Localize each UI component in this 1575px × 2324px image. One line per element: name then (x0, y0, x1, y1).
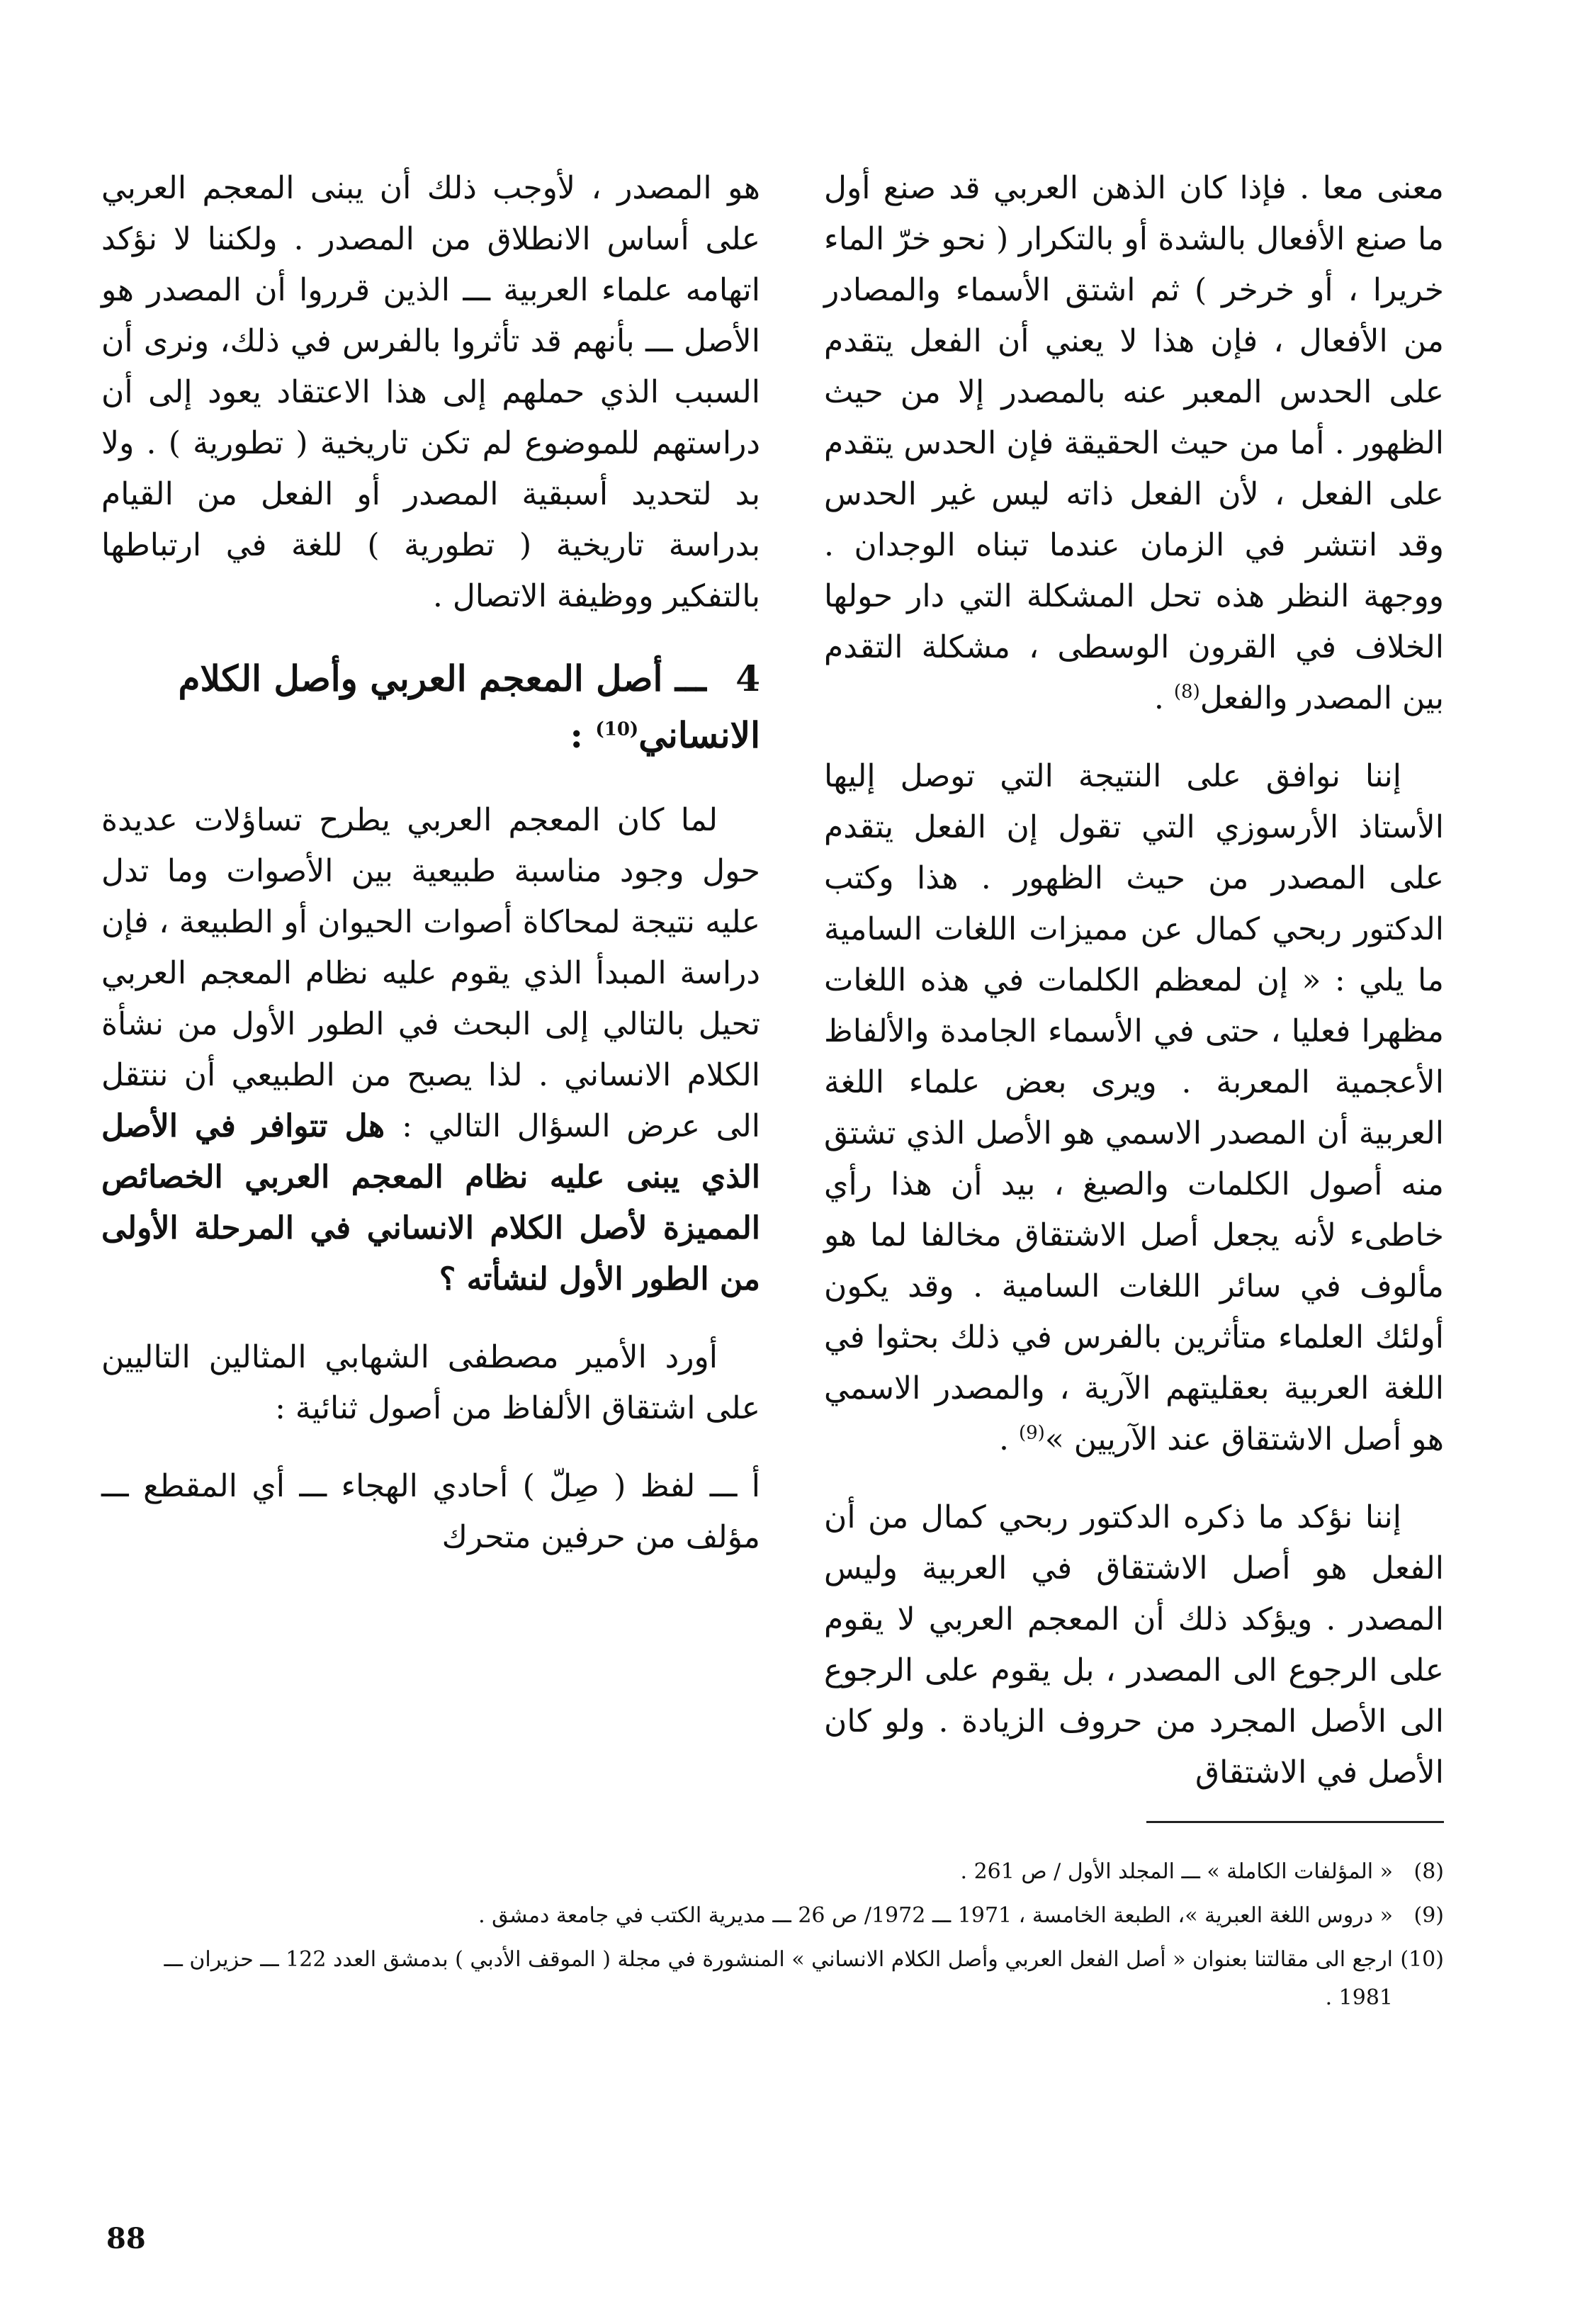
footnote-number: (9) (1413, 1903, 1444, 1928)
section-title: أصل المعجم العربي وأصل الكلام الانساني (178, 658, 760, 756)
footnote-ref[interactable]: (9) (1018, 1422, 1045, 1444)
page-number: 88 (106, 2222, 146, 2255)
footnote (119, 1853, 1444, 1891)
footnote (119, 1941, 1444, 2017)
right-column (824, 163, 1444, 1825)
paragraph (101, 795, 760, 1305)
paragraph-tail: . (1153, 680, 1174, 716)
paragraph (824, 163, 1444, 724)
paragraph-text: إننا نوافق على النتيجة التي توصل إليها الأستاذ الأرسوزي التي تقول إن الفعل يتقدم على المصدر من حيث الظهور . هذا وكتب الدكتور ربحي كمال عن مميزات اللغات السامية ما يلي : « إن لمعظم الكلمات في هذه اللغات مظهرا فعليا ، حتى في الأسماء الجامدة والألفاظ الأعجمية المعربة . ويرى بعض علماء اللغة العربية أن المصدر الاسمي هو الأصل الذي تشتق منه أصول الكلمات والصيغ ، بيد أن هذا رأي خاطىء لأنه يجعل أصل الاشتقاق مخالفا لما هو مألوف في سائر اللغات السامية . وقد يكون أولئك العلماء متأثرين بالفرس في ذلك بحثوا في اللغة العربية بعقليتهم الآرية ، والمصدر الاسمي هو أصل الاشتقاق عند الآريين » (824, 758, 1444, 1457)
section-title-tail: : (570, 714, 596, 756)
paragraph-text: لما كان المعجم العربي يطرح تساؤلات عديدة حول وجود مناسبة طبيعية بين الأصوات وما تدل عليه نتيجة لمحاكاة أصوات الحيوان أو الطبيعة ، فإن دراسة المبدأ الذي يقوم عليه نظام المعجم العربي تحيل بالتالي إلى البحث في الطور الأول من نشأة الكلام الانساني . لذا يصبح من الطبيعي أن ننتقل الى عرض السؤال التالي : (101, 802, 760, 1144)
paragraph-tail: . (998, 1421, 1019, 1457)
paragraph: أ ـــ لفظ ( صِلّ ) أحادي الهجاء ـــ أي المقطع ـــ مؤلف من حرفين متحرك (101, 1468, 760, 1555)
footnote-text: « دروس اللغة العبرية »، الطبعة الخامسة ، 1971 ـــ 1972/ ص 26 ـــ مديرية الكتب في جامعة دمشق . (478, 1903, 1393, 1928)
paragraph (824, 1492, 1444, 1798)
bold-question: هل تتوافر في الأصل الذي يبنى عليه نظام المعجم العربي الخصائص المميزة لأصل الكلام الانساني في المرحلة الأولى من الطور الأول لنشأته ؟ (101, 1108, 760, 1297)
footnote-ref[interactable]: (8) (1173, 681, 1200, 703)
paragraph: هو المصدر ، لأوجب ذلك أن يبنى المعجم العربي على أساس الانطلاق من المصدر . ولكننا لا نؤكد اتهامه علماء العربية ـــ الذين قرروا أن المصدر هو الأصل ـــ بأنهم قد تأثروا بالفرس في ذلك، ونرى أن السبب الذي حملهم إلى هذا الاعتقاد يعود إلى أن دراستهم للموضوع لم تكن تاريخية ( تطورية ) . ولا بد لتحديد أسبقية المصدر أو الفعل من القيام بدراسة تاريخية ( تطورية ) للغة في ارتباطها بالتفكير ووظيفة الاتصال . (101, 170, 760, 614)
paragraph-text: معنى معا . فإذا كان الذهن العربي قد صنع أول ما صنع الأفعال بالشدة أو بالتكرار ( نحو خرّ الماء خريرا ، أو خرخر ) ثم اشتق الأسماء والمصادر من الأفعال ، فإن هذا لا يعني أن الفعل يتقدم على الحدس المعبر عنه بالمصدر إلا من حيث الظهور . أما من حيث الحقيقة فإن الحدس يتقدم على الفعل ، لأن الفعل ذاته ليس غير الحدس وقد انتشر في الزمان عندما تبناه الوجدان . ووجهة النظر هذه تحل المشكلة التي دار حولها الخلاف في القرون الوسطى ، مشكلة التقدم بين المصدر والفعل (824, 170, 1444, 716)
footnote (119, 1897, 1444, 1935)
paragraph (824, 751, 1444, 1465)
section-heading (101, 650, 760, 764)
left-column (101, 163, 760, 1590)
footnotes (119, 1853, 1444, 2023)
footnote-text: « المؤلفات الكاملة » ـــ المجلد الأول / ص 261 . (960, 1859, 1393, 1884)
footnote-rule (1146, 1821, 1444, 1823)
section-dash: ـــ (674, 658, 706, 699)
footnote-number: (10) (1400, 1947, 1444, 1972)
footnote-text: ارجع الى مقالتنا بعنوان « أصل الفعل العربي وأصل الكلام الانساني » المنشورة في مجلة ( الموقف الأدبي ) بدمشق العدد 122 ـــ حزيران ـــ 1981 . (164, 1947, 1393, 2010)
footnote-ref[interactable]: (10) (595, 718, 639, 740)
footnote-number: (8) (1413, 1859, 1444, 1884)
paragraph: أورد الأمير مصطفى الشهابي المثالين التاليين على اشتقاق الألفاظ من أصول ثنائية : (101, 1339, 760, 1426)
section-number: 4 (735, 658, 760, 699)
paragraph-text: إننا نؤكد ما ذكره الدكتور ربحي كمال من أن الفعل هو أصل الاشتقاق في العربية وليس المصدر . ويؤكد ذلك أن المعجم العربي لا يقوم على الرجوع الى المصدر ، بل يقوم على الرجوع الى الأصل المجرد من حروف الزيادة . ولو كان الأصل في الاشتقاق (824, 1499, 1444, 1790)
